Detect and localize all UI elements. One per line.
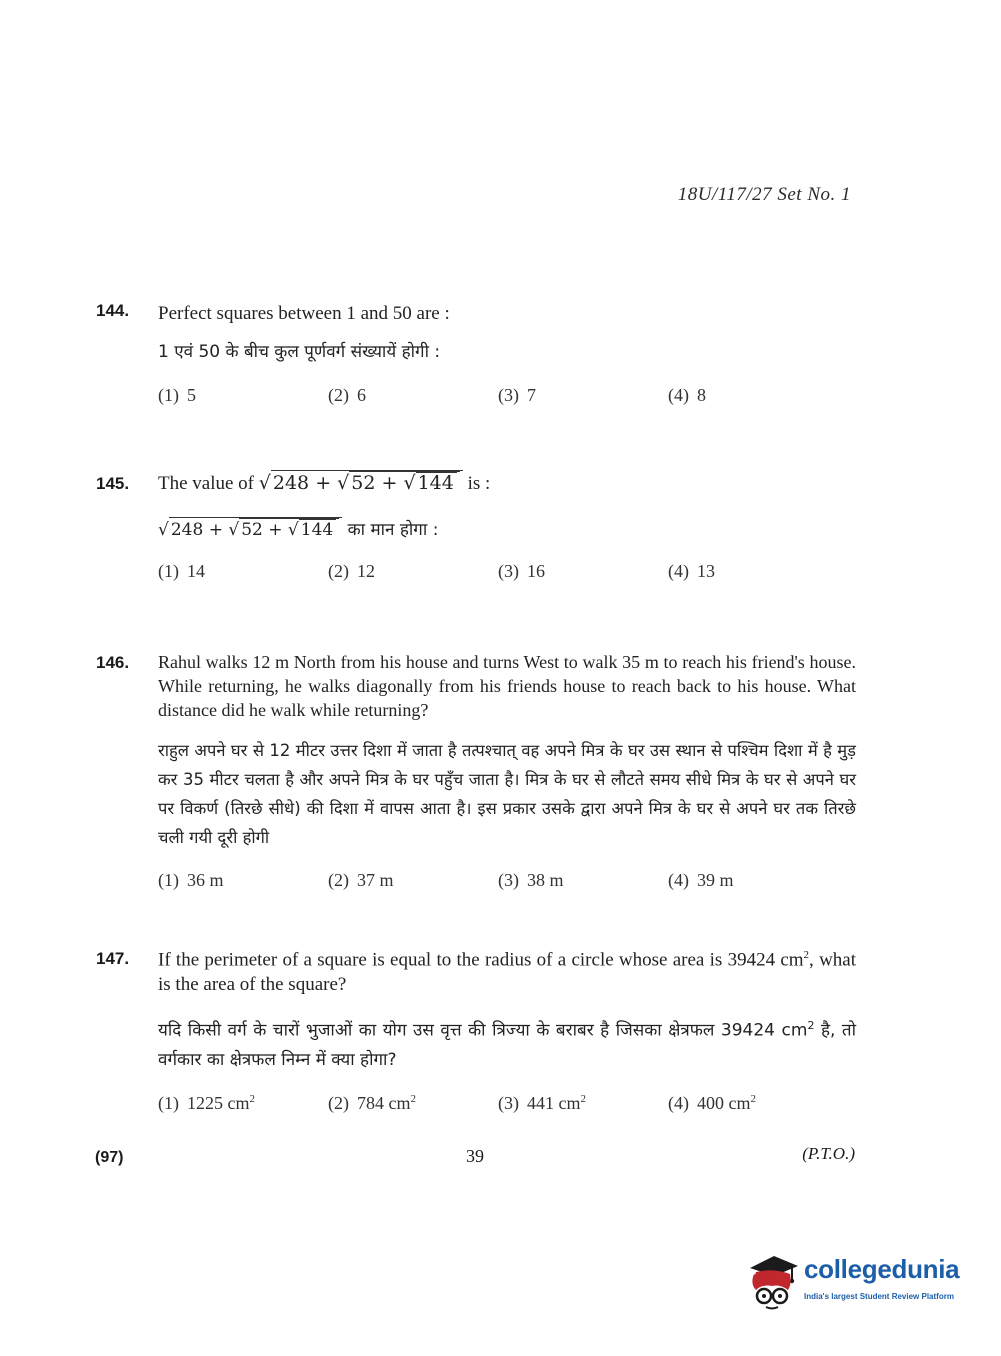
question-text-hindi: √ 248 + √ 52 + √ 144 का मान होगा : bbox=[158, 516, 856, 545]
question-text-english: The value of √ 248 + √ 52 + √ 144 is : bbox=[158, 472, 491, 494]
option-2: (2) 37 m bbox=[328, 870, 394, 890]
options bbox=[158, 385, 856, 406]
question-number: 147. bbox=[96, 949, 130, 968]
option-3: (3) 16 bbox=[498, 561, 545, 581]
question-text-hindi: यदि किसी वर्ग के चारों भुजाओं का योग उस वृत्त की त्रिज्या के बराबर है जिसका क्षेत्रफल 39424 $cm^2$ है, तो वर्गकार का क्षेत्रफल निम्न में क्या होगा? bbox=[158, 1019, 856, 1070]
option-2: (2) 12 bbox=[328, 561, 375, 581]
option-4: (4) 39 m bbox=[668, 870, 734, 890]
options bbox=[158, 561, 856, 582]
question-text-hindi: 1 एवं 50 के बीच कुल पूर्णवर्ग संख्यायें होगी : bbox=[158, 342, 441, 362]
option-3: (3) 38 m bbox=[498, 870, 564, 890]
question-144 bbox=[96, 301, 856, 406]
footer-code: (97) bbox=[95, 1149, 124, 1166]
question-text-hindi: राहुल अपने घर से 12 मीटर उत्तर दिशा में जाता है तत्पश्चात् वह अपने मित्र के घर उस स्थान से पश्चिम दिशा में है मुड़ कर 35 मीटर चलता है और अपने मित्र के घर पहुँच जाता है। मित्र के घर से लौटते समय सीधे मित्र के घर से अपने घर पर विकर्ण (तिरछे सीधे) की दिशा में वापस आता है। इस प्रकार उसके द्वारा अपने मित्र के घर से अपने घर तक तिरछे चली गयी दूरी होगी bbox=[158, 741, 856, 847]
option-2: (2) 6 bbox=[328, 385, 366, 405]
option-4: (4) 8 bbox=[668, 385, 706, 405]
option-1: (1) 14 bbox=[158, 561, 205, 581]
logo-tagline: India's largest Student Review Platform bbox=[804, 1292, 954, 1301]
question-text-english: Rahul walks 12 m North from his house and turns West to walk 35 m to reach his friend's house. While returning, he walks diagonally from his friends house to reach back to his house. What distance did he walk while returning? bbox=[158, 652, 856, 720]
option-3: (3) 7 bbox=[498, 385, 536, 405]
question-number: 144. bbox=[96, 301, 130, 320]
option-1: (1) 5 bbox=[158, 385, 196, 405]
option-3: (3) 441 $cm^2$ bbox=[498, 1092, 586, 1113]
option-4: (4) 13 bbox=[668, 561, 715, 581]
question-146 bbox=[96, 650, 856, 891]
options bbox=[158, 870, 856, 891]
nested-root-expression: √ 248 + √ 52 + √ 144 bbox=[259, 472, 463, 494]
logo-wordmark: collegedunia bbox=[804, 1254, 960, 1284]
page-number: 39 bbox=[466, 1146, 484, 1166]
mascot-icon bbox=[744, 1250, 800, 1312]
question-number: 145. bbox=[96, 474, 130, 493]
question-text-english: If the perimeter of a square is equal to the radius of a circle whose area is 39424 $cm^2$, what is the area of the square? bbox=[158, 949, 856, 996]
question-147 bbox=[96, 943, 856, 1114]
option-1: (1) 1225 $cm^2$ bbox=[158, 1092, 255, 1113]
collegedunia-logo bbox=[744, 1250, 974, 1312]
option-2: (2) 784 $cm^2$ bbox=[328, 1092, 416, 1113]
option-4: (4) 400 $cm^2$ bbox=[668, 1092, 756, 1113]
pto-label: (P.T.O.) bbox=[802, 1144, 855, 1163]
paper-code: 18U/117/27 Set No. 1 bbox=[677, 184, 851, 205]
question-145 bbox=[96, 470, 856, 582]
question-text-english: Perfect squares between 1 and 50 are : bbox=[158, 303, 450, 324]
option-1: (1) 36 m bbox=[158, 870, 224, 890]
options bbox=[158, 1093, 856, 1114]
question-number: 146. bbox=[96, 653, 130, 672]
